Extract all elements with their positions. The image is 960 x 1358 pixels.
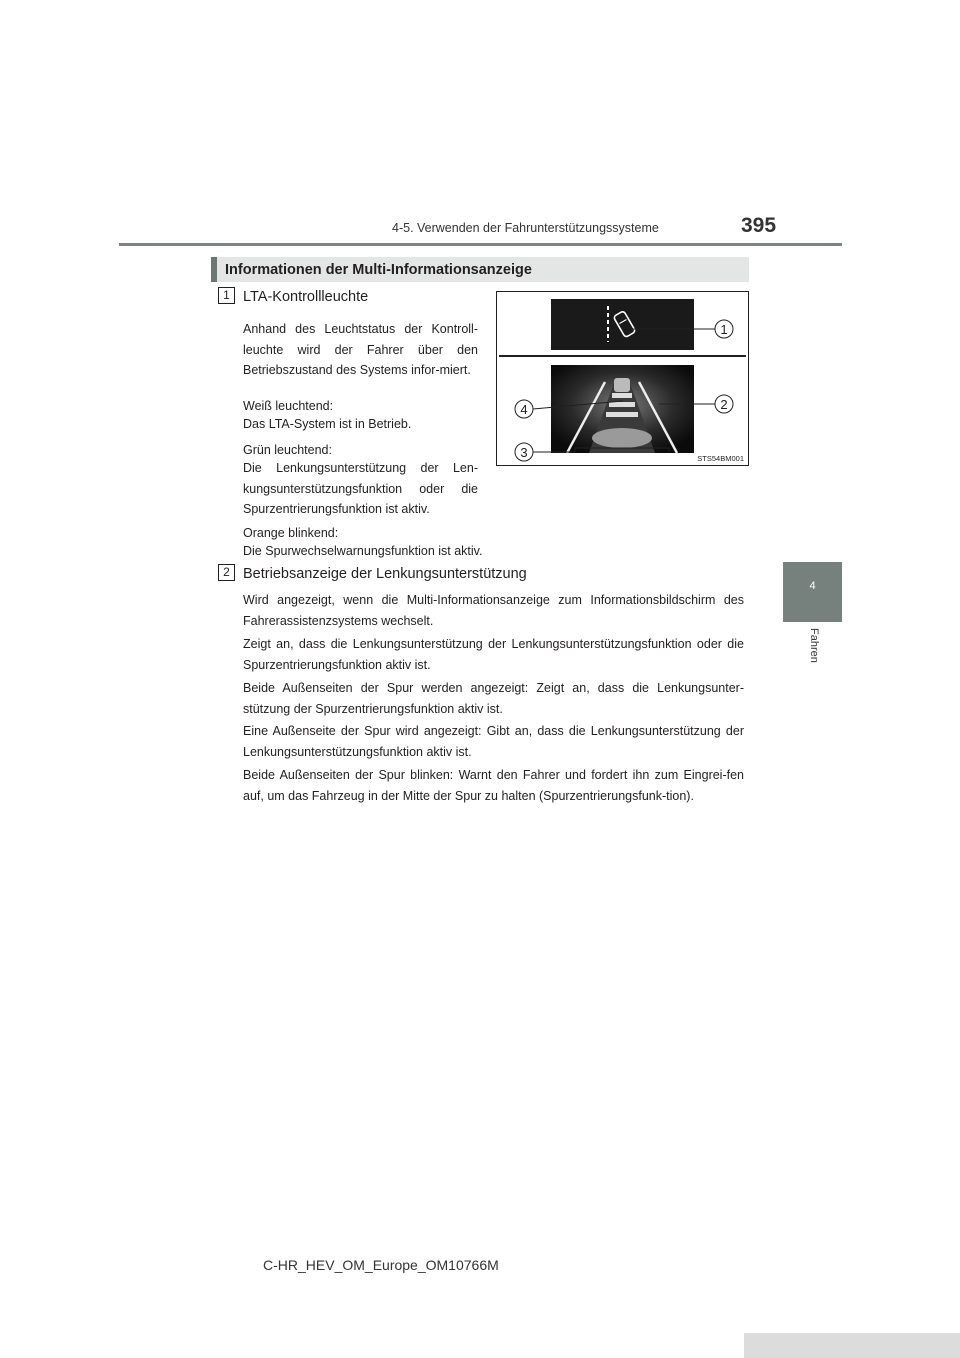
item1-paragraph: Weiß leuchtend: <box>243 399 334 413</box>
item1-paragraph: Anhand des Leuchtstatus der Kontroll-leuchte wird der Fahrer über den Betriebszustand des Systems infor-miert. <box>243 322 478 377</box>
chapter-heading: 4-5. Verwenden der Fahrunterstützungssysteme <box>392 221 659 235</box>
indicator-panel <box>551 299 694 350</box>
chapter-tab-label-text: Fahren <box>808 628 820 663</box>
header-rule <box>119 243 842 246</box>
item1-paragraph: Grün leuchtend: <box>243 443 332 457</box>
callout-4: 4 <box>520 402 528 417</box>
item1-paragraph: Das LTA-System ist in Betrieb. <box>243 417 412 431</box>
display-illustration <box>496 291 749 466</box>
display-illustration-svg <box>497 292 748 465</box>
chapter-tab-label <box>804 628 824 678</box>
item1-paragraph: Die Lenkungsunterstützung der Len-kungsunterstützungsfunktion oder die Spurzentrierungsfunktion ist aktiv. <box>243 461 478 516</box>
own-vehicle-icon <box>592 428 652 448</box>
item-marker-2: 2 <box>218 564 235 581</box>
watermark-strip <box>744 1333 960 1358</box>
item-title-2: Betriebsanzeige der Lenkungsunterstützung <box>243 566 527 582</box>
item2-paragraph: Beide Außenseiten der Spur blinken: Warnt den Fahrer und fordert ihn zum Eingrei-fen auf, um das Fahrzeug in der Mitte der Spur zu halten (Spurzentrierungsfunk-tion). <box>243 768 744 803</box>
document-id: C-HR_HEV_OM_Europe_OM10766M <box>263 1257 499 1273</box>
chapter-tab-number: 4 <box>809 580 816 592</box>
figure-code: STS54BM001 <box>697 454 744 463</box>
item2-paragraph: Wird angezeigt, wenn die Multi-Informationsanzeige zum Informationsbildschirm des Fahrerassistenzsystems wechselt. <box>243 593 744 628</box>
item1-paragraph: Orange blinkend: <box>243 526 339 540</box>
item-title-1: LTA-Kontrollleuchte <box>243 289 369 305</box>
callout-2: 2 <box>720 397 728 412</box>
section-title: Informationen der Multi-Informationsanzeige <box>225 262 532 278</box>
callout-1: 1 <box>720 322 728 337</box>
vehicle-ahead-icon <box>614 378 630 392</box>
page-number: 395 <box>741 214 777 237</box>
item2-paragraph: Beide Außenseiten der Spur werden angezeigt: Zeigt an, dass die Lenkungsunter-stützung der Spurzentrierungsfunktion aktiv ist. <box>243 681 744 716</box>
callout-3: 3 <box>520 445 528 460</box>
item2-paragraph: Eine Außenseite der Spur wird angezeigt: Gibt an, dass die Lenkungsunterstützung der Lenkungsunterstützungsfunktion aktiv ist. <box>243 724 744 759</box>
item1-paragraph: Die Spurwechselwarnungsfunktion ist aktiv. <box>243 544 483 558</box>
item-marker-1: 1 <box>218 287 235 304</box>
item2-paragraph: Zeigt an, dass die Lenkungsunterstützung der Lenkungsunterstützungsfunktion oder die Spurzentrierungsfunktion aktiv ist. <box>243 637 744 672</box>
chapter-tab <box>783 562 842 622</box>
